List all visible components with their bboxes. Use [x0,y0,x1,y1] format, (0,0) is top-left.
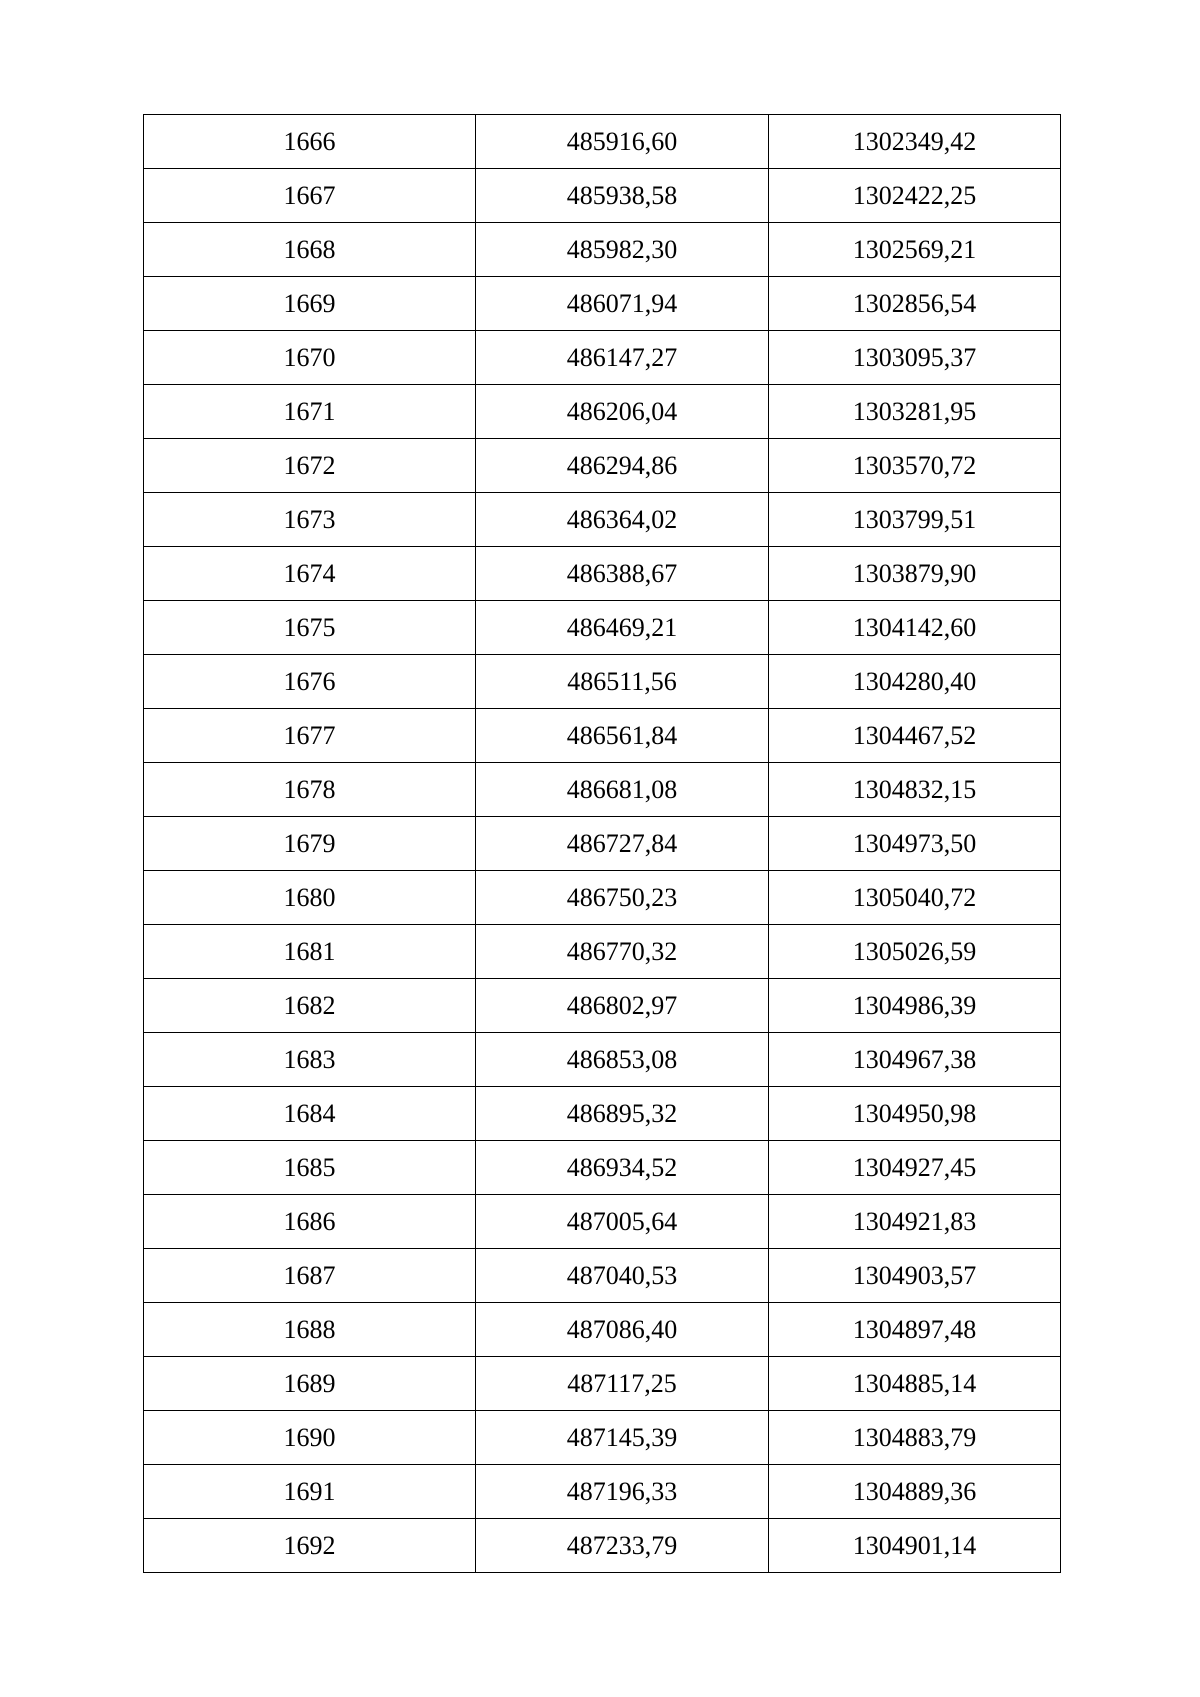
x-coordinate-cell: 487196,33 [476,1465,769,1519]
table-row [144,817,1061,871]
point-number-cell: 1681 [144,925,476,979]
x-coordinate-cell: 486071,94 [476,277,769,331]
y-coordinate-cell: 1302349,42 [769,115,1061,169]
table-row [144,1411,1061,1465]
table-row [144,331,1061,385]
y-coordinate-cell: 1304921,83 [769,1195,1061,1249]
point-number-cell: 1677 [144,709,476,763]
table-row [144,871,1061,925]
y-coordinate-cell: 1304967,38 [769,1033,1061,1087]
y-coordinate-cell: 1304467,52 [769,709,1061,763]
table-row [144,169,1061,223]
x-coordinate-cell: 486364,02 [476,493,769,547]
point-number-cell: 1690 [144,1411,476,1465]
table-row [144,1465,1061,1519]
y-coordinate-cell: 1303879,90 [769,547,1061,601]
table-row [144,1141,1061,1195]
table-row [144,547,1061,601]
y-coordinate-cell: 1303095,37 [769,331,1061,385]
x-coordinate-cell: 486727,84 [476,817,769,871]
y-coordinate-cell: 1302856,54 [769,277,1061,331]
table-row [144,979,1061,1033]
x-coordinate-cell: 486853,08 [476,1033,769,1087]
x-coordinate-cell: 487040,53 [476,1249,769,1303]
y-coordinate-cell: 1304897,48 [769,1303,1061,1357]
x-coordinate-cell: 486511,56 [476,655,769,709]
point-number-cell: 1670 [144,331,476,385]
point-number-cell: 1666 [144,115,476,169]
y-coordinate-cell: 1302422,25 [769,169,1061,223]
table-row [144,277,1061,331]
x-coordinate-cell: 486681,08 [476,763,769,817]
x-coordinate-cell: 486750,23 [476,871,769,925]
point-number-cell: 1667 [144,169,476,223]
point-number-cell: 1678 [144,763,476,817]
x-coordinate-cell: 485916,60 [476,115,769,169]
x-coordinate-cell: 486388,67 [476,547,769,601]
point-number-cell: 1687 [144,1249,476,1303]
point-number-cell: 1676 [144,655,476,709]
y-coordinate-cell: 1304280,40 [769,655,1061,709]
y-coordinate-cell: 1304901,14 [769,1519,1061,1573]
y-coordinate-cell: 1304142,60 [769,601,1061,655]
table-row [144,439,1061,493]
table-row [144,1195,1061,1249]
point-number-cell: 1672 [144,439,476,493]
point-number-cell: 1675 [144,601,476,655]
x-coordinate-cell: 487233,79 [476,1519,769,1573]
x-coordinate-cell: 486206,04 [476,385,769,439]
x-coordinate-cell: 486469,21 [476,601,769,655]
point-number-cell: 1685 [144,1141,476,1195]
y-coordinate-cell: 1304950,98 [769,1087,1061,1141]
x-coordinate-cell: 486147,27 [476,331,769,385]
point-number-cell: 1671 [144,385,476,439]
x-coordinate-cell: 485982,30 [476,223,769,277]
table-row [144,655,1061,709]
y-coordinate-cell: 1303281,95 [769,385,1061,439]
y-coordinate-cell: 1304927,45 [769,1141,1061,1195]
coordinates-table [143,114,1061,1573]
point-number-cell: 1668 [144,223,476,277]
table-row [144,493,1061,547]
point-number-cell: 1673 [144,493,476,547]
point-number-cell: 1692 [144,1519,476,1573]
x-coordinate-cell: 486561,84 [476,709,769,763]
x-coordinate-cell: 486770,32 [476,925,769,979]
x-coordinate-cell: 487005,64 [476,1195,769,1249]
table-row [144,1519,1061,1573]
point-number-cell: 1688 [144,1303,476,1357]
table-row [144,223,1061,277]
x-coordinate-cell: 487086,40 [476,1303,769,1357]
table-row [144,1249,1061,1303]
x-coordinate-cell: 485938,58 [476,169,769,223]
x-coordinate-cell: 487117,25 [476,1357,769,1411]
point-number-cell: 1679 [144,817,476,871]
point-number-cell: 1682 [144,979,476,1033]
x-coordinate-cell: 487145,39 [476,1411,769,1465]
y-coordinate-cell: 1304883,79 [769,1411,1061,1465]
table-row [144,115,1061,169]
point-number-cell: 1684 [144,1087,476,1141]
y-coordinate-cell: 1303570,72 [769,439,1061,493]
point-number-cell: 1689 [144,1357,476,1411]
y-coordinate-cell: 1304973,50 [769,817,1061,871]
x-coordinate-cell: 486934,52 [476,1141,769,1195]
table-row [144,601,1061,655]
table-row [144,1033,1061,1087]
x-coordinate-cell: 486294,86 [476,439,769,493]
point-number-cell: 1680 [144,871,476,925]
table-row [144,385,1061,439]
point-number-cell: 1691 [144,1465,476,1519]
x-coordinate-cell: 486895,32 [476,1087,769,1141]
y-coordinate-cell: 1303799,51 [769,493,1061,547]
point-number-cell: 1686 [144,1195,476,1249]
point-number-cell: 1683 [144,1033,476,1087]
point-number-cell: 1674 [144,547,476,601]
y-coordinate-cell: 1304832,15 [769,763,1061,817]
table-row [144,763,1061,817]
y-coordinate-cell: 1305026,59 [769,925,1061,979]
table-row [144,1357,1061,1411]
y-coordinate-cell: 1302569,21 [769,223,1061,277]
x-coordinate-cell: 486802,97 [476,979,769,1033]
table-row [144,1303,1061,1357]
y-coordinate-cell: 1304986,39 [769,979,1061,1033]
table-row [144,925,1061,979]
table-row [144,709,1061,763]
y-coordinate-cell: 1305040,72 [769,871,1061,925]
point-number-cell: 1669 [144,277,476,331]
y-coordinate-cell: 1304885,14 [769,1357,1061,1411]
table-row [144,1087,1061,1141]
coordinates-table-body [144,115,1061,1573]
y-coordinate-cell: 1304903,57 [769,1249,1061,1303]
y-coordinate-cell: 1304889,36 [769,1465,1061,1519]
